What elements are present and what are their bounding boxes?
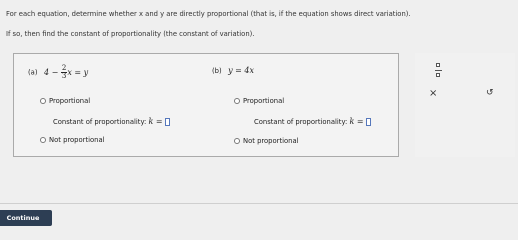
part-a-constant-row xyxy=(53,117,170,127)
continue-button[interactable]: Continue xyxy=(0,210,52,226)
part-a-proportional-radio[interactable] xyxy=(40,98,46,104)
part-b-proportional-option[interactable] xyxy=(234,97,284,105)
fraction-denominator: 3 xyxy=(61,72,67,80)
part-b-proportional-radio[interactable] xyxy=(234,98,240,104)
part-a-not-proportional-label: Not proportional xyxy=(49,136,105,144)
part-b-label: (b) xyxy=(212,67,222,75)
fraction-bottom-box xyxy=(436,73,440,77)
instructions-line-2: If so, then find the constant of proportionality (the constant of variation). xyxy=(6,30,255,38)
part-a-not-proportional-radio[interactable] xyxy=(40,137,46,143)
fraction-top-box xyxy=(436,63,440,67)
part-b-k-expr: k = xyxy=(349,117,364,126)
clear-icon[interactable]: × xyxy=(429,88,438,99)
fraction-numerator: 2 xyxy=(61,64,67,72)
fraction-template-icon[interactable] xyxy=(433,63,443,77)
part-b-constant-label: Constant of proportionality: xyxy=(254,118,348,126)
part-b-proportional-label: Proportional xyxy=(243,97,285,105)
part-b-constant-row xyxy=(254,117,371,127)
question-panel xyxy=(13,53,399,157)
part-a-proportional-label: Proportional xyxy=(49,97,91,105)
undo-icon[interactable]: ↺ xyxy=(486,88,494,98)
footer-divider xyxy=(0,203,518,204)
part-a-eq-prefix: 4 − xyxy=(43,67,61,77)
part-a-proportional-option[interactable] xyxy=(40,97,90,105)
part-b-not-proportional-option[interactable] xyxy=(234,137,299,145)
part-a-heading xyxy=(28,65,88,80)
part-b-equation: y = 4x xyxy=(228,66,255,75)
part-a-not-proportional-option[interactable] xyxy=(40,136,105,144)
part-a-equation xyxy=(43,64,89,80)
tools-panel xyxy=(415,53,515,157)
part-a-k-expr: k = xyxy=(148,117,163,126)
part-b-constant-input[interactable] xyxy=(366,118,371,126)
part-b-not-proportional-radio[interactable] xyxy=(234,138,240,144)
part-a-constant-label: Constant of proportionality: xyxy=(53,118,147,126)
fraction-bar xyxy=(435,70,442,71)
part-a-constant-input[interactable] xyxy=(165,118,170,126)
part-b-heading xyxy=(212,66,254,76)
part-a-eq-suffix: x = y xyxy=(67,67,89,77)
instructions-line-1: For each equation, determine whether x and y are directly proportional (that is, if the equation shows direct variation). xyxy=(6,10,411,18)
part-b-not-proportional-label: Not proportional xyxy=(243,137,299,145)
part-a-label: (a) xyxy=(28,68,38,77)
